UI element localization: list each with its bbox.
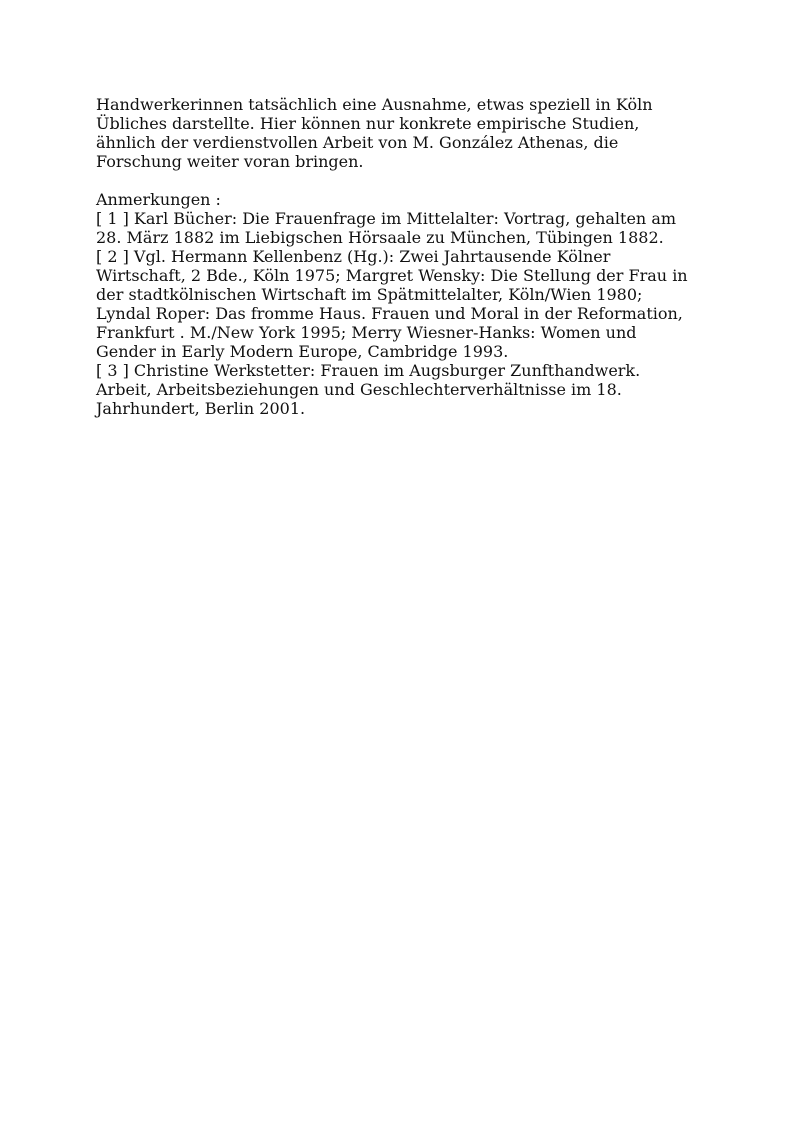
body-paragraph xyxy=(96,95,716,171)
footnote-line: Arbeit, Arbeitsbeziehungen und Geschlechterverhältnisse im 18. xyxy=(96,380,622,399)
footnote-1 xyxy=(96,209,716,247)
footnote-line: [ 3 ] Christine Werkstetter: Frauen im Augsburger Zunfthandwerk. xyxy=(96,361,641,380)
document-page xyxy=(96,95,716,418)
footnote-line: 28. März 1882 im Liebigschen Hörsaale zu München, Tübingen 1882. xyxy=(96,228,664,247)
footnote-line: der stadtkölnischen Wirtschaft im Spätmittelalter, Köln/Wien 1980; xyxy=(96,285,643,304)
footnote-line: [ 2 ] Vgl. Hermann Kellenbenz (Hg.): Zwei Jahrtausende Kölner xyxy=(96,247,611,266)
footnote-line: Frankfurt . M./New York 1995; Merry Wiesner-Hanks: Women und xyxy=(96,323,637,342)
footnote-line: Jahrhundert, Berlin 2001. xyxy=(96,399,306,418)
paragraph-line: Handwerkerinnen tatsächlich eine Ausnahme, etwas speziell in Köln xyxy=(96,95,653,114)
paragraph-line: ähnlich der verdienstvollen Arbeit von M. González Athenas, die xyxy=(96,133,619,152)
paragraph-spacer xyxy=(96,171,716,190)
notes-section xyxy=(96,190,716,418)
paragraph-line: Übliches darstellte. Hier können nur konkrete empirische Studien, xyxy=(96,114,640,133)
footnote-line: Lyndal Roper: Das fromme Haus. Frauen und Moral in der Reformation, xyxy=(96,304,683,323)
footnote-line: [ 1 ] Karl Bücher: Die Frauenfrage im Mittelalter: Vortrag, gehalten am xyxy=(96,209,677,228)
footnote-2 xyxy=(96,247,716,361)
notes-heading: Anmerkungen : xyxy=(96,190,221,209)
footnote-3 xyxy=(96,361,716,418)
footnote-line: Gender in Early Modern Europe, Cambridge 1993. xyxy=(96,342,509,361)
paragraph-line: Forschung weiter voran bringen. xyxy=(96,152,364,171)
footnote-line: Wirtschaft, 2 Bde., Köln 1975; Margret Wensky: Die Stellung der Frau in xyxy=(96,266,688,285)
